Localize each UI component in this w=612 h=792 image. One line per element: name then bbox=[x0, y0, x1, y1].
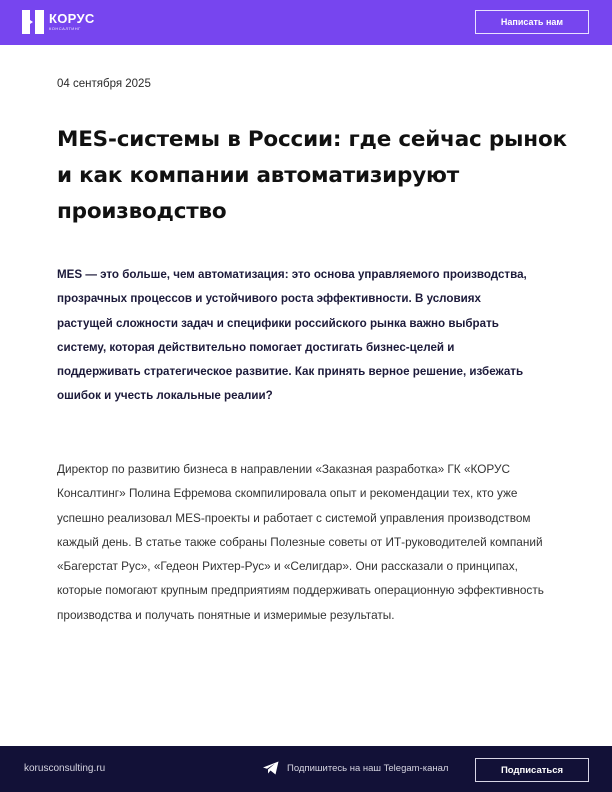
site-link[interactable]: korusconsulting.ru bbox=[24, 763, 106, 774]
telegram-subscribe-prompt[interactable] bbox=[263, 761, 448, 775]
korus-logo[interactable] bbox=[22, 10, 95, 34]
subscribe-button[interactable]: Подписаться bbox=[475, 758, 589, 782]
article-body: Директор по развитию бизнеса в направлении «Заказная разработка» ГК «КОРУС Консалтинг» Полина Ефремова скомпилировала опыт и рекомендации тех, кто уже успешно реализовал MES-проекты и работает с системой управления производством каждый день. В статье также собраны Полезные советы от ИТ-руководителей компаний «Багерстат Рус», «Гедеон Рихтер-Рус» и «Селигдар». Они рассказали о принципах, которые помогают крупным предприятиям поддерживать операционную эффективность производства и получать понятные и измеримые результаты. bbox=[57, 462, 544, 622]
article-title: MES-системы в России: где сейчас рынок и как компании автоматизируют производство bbox=[57, 127, 567, 224]
write-to-us-button[interactable]: Написать нам bbox=[475, 10, 589, 34]
telegram-paper-plane-icon bbox=[263, 761, 279, 775]
footer bbox=[0, 746, 612, 792]
top-header bbox=[0, 0, 612, 45]
article-date: 04 сентября 2025 bbox=[57, 78, 151, 90]
korus-logo-icon bbox=[22, 10, 44, 34]
telegram-text: Подпишитесь на наш Telegam-канал bbox=[287, 762, 449, 774]
article-lead: MES — это больше, чем автоматизация: это основа управляемого производства, прозрачных процессов и устойчивого роста эффективности. В условиях растущей сложности задач и специфики российского рынка важно выбрать систему, которая действительно помогает достигать бизнес-целей и поддерживать стратегическое развитие. Как принять верное решение, избежать ошибок и учесть локальные реалии? bbox=[57, 268, 527, 403]
logo-subtitle: КОНСАЛТИНГ bbox=[49, 26, 81, 31]
logo-name: КОРУС bbox=[49, 11, 95, 26]
